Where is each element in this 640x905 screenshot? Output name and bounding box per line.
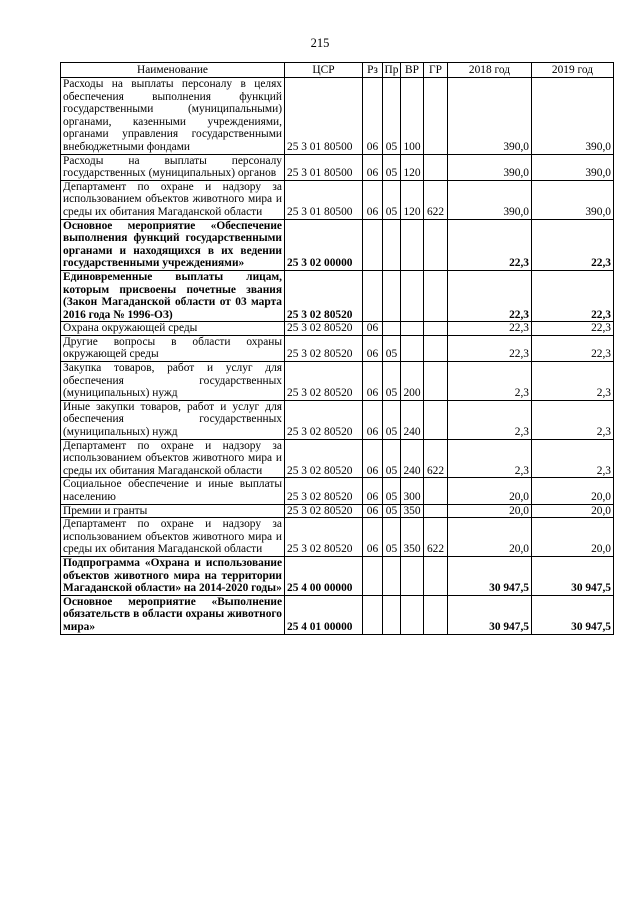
- row-rz-cell: [363, 270, 383, 321]
- table-row: [61, 219, 614, 270]
- row-vr-cell: [401, 335, 424, 361]
- table-row: [61, 78, 614, 155]
- row-pr-cell: 05: [383, 518, 401, 557]
- row-gr-cell: 622: [424, 180, 448, 219]
- row-name-cell: Социальное обеспечение и иные выплаты населению: [61, 478, 285, 504]
- row-vr-cell: [401, 595, 424, 634]
- row-gr-cell: [424, 322, 448, 336]
- row-vr-cell: [401, 556, 424, 595]
- table-row: [61, 180, 614, 219]
- row-gr-cell: [424, 400, 448, 439]
- row-pr-cell: [383, 595, 401, 634]
- row-vr-cell: 200: [401, 362, 424, 401]
- row-pr-cell: [383, 322, 401, 336]
- row-2018-cell: 22,3: [448, 322, 532, 336]
- row-gr-cell: [424, 154, 448, 180]
- table-row: [61, 400, 614, 439]
- row-csr-cell: 25 3 02 80520: [285, 478, 363, 504]
- row-rz-cell: 06: [363, 362, 383, 401]
- row-2018-cell: 20,0: [448, 478, 532, 504]
- row-rz-cell: [363, 595, 383, 634]
- row-rz-cell: 06: [363, 478, 383, 504]
- row-csr-cell: 25 3 02 80520: [285, 504, 363, 518]
- row-pr-cell: 05: [383, 400, 401, 439]
- page-number: 215: [310, 36, 330, 50]
- row-2018-cell: 22,3: [448, 270, 532, 321]
- table-row: [61, 335, 614, 361]
- row-vr-cell: 100: [401, 78, 424, 155]
- row-2019-cell: 20,0: [532, 504, 614, 518]
- row-2018-cell: 20,0: [448, 518, 532, 557]
- row-vr-cell: 120: [401, 180, 424, 219]
- row-2018-cell: 22,3: [448, 335, 532, 361]
- row-gr-cell: [424, 556, 448, 595]
- row-pr-cell: [383, 556, 401, 595]
- row-csr-cell: 25 3 02 80520: [285, 270, 363, 321]
- row-vr-cell: [401, 219, 424, 270]
- row-name-cell: Основное мероприятие «Обеспечение выполнения функций государственными органами и находящихся в их ведении государственными учреждениями»: [61, 219, 285, 270]
- row-2018-cell: 20,0: [448, 504, 532, 518]
- table-row: [61, 439, 614, 478]
- row-2019-cell: 2,3: [532, 439, 614, 478]
- table-row: [61, 478, 614, 504]
- row-csr-cell: 25 4 01 00000: [285, 595, 363, 634]
- row-gr-cell: [424, 219, 448, 270]
- row-rz-cell: 06: [363, 322, 383, 336]
- table-row: [61, 595, 614, 634]
- row-gr-cell: 622: [424, 518, 448, 557]
- budget-table: [60, 62, 614, 635]
- row-vr-cell: 300: [401, 478, 424, 504]
- table-row: [61, 556, 614, 595]
- row-vr-cell: [401, 322, 424, 336]
- row-vr-cell: 240: [401, 439, 424, 478]
- row-2019-cell: 20,0: [532, 478, 614, 504]
- header-csr: ЦСР: [285, 63, 363, 78]
- row-rz-cell: 06: [363, 518, 383, 557]
- row-2019-cell: 2,3: [532, 400, 614, 439]
- row-2018-cell: 390,0: [448, 78, 532, 155]
- row-gr-cell: [424, 78, 448, 155]
- row-pr-cell: 05: [383, 478, 401, 504]
- table-body: [61, 78, 614, 635]
- row-name-cell: Расходы на выплаты персоналу государственных (муниципальных) органов: [61, 154, 285, 180]
- row-rz-cell: [363, 219, 383, 270]
- row-pr-cell: 05: [383, 439, 401, 478]
- row-name-cell: Премии и гранты: [61, 504, 285, 518]
- row-name-cell: Иные закупки товаров, работ и услуг для обеспечения государственных (муниципальных) нужд: [61, 400, 285, 439]
- row-2019-cell: 22,3: [532, 270, 614, 321]
- row-2018-cell: 2,3: [448, 439, 532, 478]
- row-gr-cell: [424, 335, 448, 361]
- row-csr-cell: 25 3 02 80520: [285, 439, 363, 478]
- row-csr-cell: 25 3 02 80520: [285, 335, 363, 361]
- row-name-cell: Закупка товаров, работ и услуг для обеспечения государственных (муниципальных) нужд: [61, 362, 285, 401]
- row-2018-cell: 2,3: [448, 400, 532, 439]
- row-name-cell: Единовременные выплаты лицам, которым присвоены почетные звания (Закон Магаданской области от 03 марта 2016 года № 1996-ОЗ): [61, 270, 285, 321]
- row-name-cell: Департамент по охране и надзору за использованием объектов животного мира и среды их обитания Магаданской области: [61, 180, 285, 219]
- row-name-cell: Департамент по охране и надзору за использованием объектов животного мира и среды их обитания Магаданской области: [61, 518, 285, 557]
- row-2019-cell: 390,0: [532, 180, 614, 219]
- row-rz-cell: 06: [363, 180, 383, 219]
- row-gr-cell: [424, 595, 448, 634]
- row-csr-cell: 25 3 02 80520: [285, 400, 363, 439]
- row-vr-cell: [401, 270, 424, 321]
- row-2018-cell: 390,0: [448, 154, 532, 180]
- row-rz-cell: 06: [363, 400, 383, 439]
- row-name-cell: Подпрограмма «Охрана и использование объектов животного мира на территории Магаданской области» на 2014-2020 годы»: [61, 556, 285, 595]
- row-2019-cell: 390,0: [532, 154, 614, 180]
- row-pr-cell: 05: [383, 154, 401, 180]
- row-csr-cell: 25 3 02 00000: [285, 219, 363, 270]
- table-row: [61, 362, 614, 401]
- row-csr-cell: 25 3 02 80520: [285, 322, 363, 336]
- row-gr-cell: [424, 270, 448, 321]
- row-rz-cell: [363, 556, 383, 595]
- row-pr-cell: 05: [383, 335, 401, 361]
- row-gr-cell: [424, 362, 448, 401]
- row-name-cell: Охрана окружающей среды: [61, 322, 285, 336]
- row-name-cell: Расходы на выплаты персоналу в целях обеспечения выполнения функций государственными (муниципальными) органами, казенными учреждениями, органами управления государственными внебюджетными фондами: [61, 78, 285, 155]
- row-csr-cell: 25 3 02 80520: [285, 518, 363, 557]
- row-2019-cell: 22,3: [532, 335, 614, 361]
- row-rz-cell: 06: [363, 504, 383, 518]
- table-row: [61, 518, 614, 557]
- row-vr-cell: 350: [401, 518, 424, 557]
- row-rz-cell: 06: [363, 335, 383, 361]
- row-vr-cell: 120: [401, 154, 424, 180]
- row-name-cell: Основное мероприятие «Выполнение обязательств в области охраны животного мира»: [61, 595, 285, 634]
- row-pr-cell: 05: [383, 504, 401, 518]
- row-rz-cell: 06: [363, 439, 383, 478]
- row-pr-cell: [383, 219, 401, 270]
- table-row: [61, 154, 614, 180]
- row-2019-cell: 30 947,5: [532, 556, 614, 595]
- row-pr-cell: 05: [383, 78, 401, 155]
- table-header-row: [61, 63, 614, 78]
- header-pr: Пр: [383, 63, 401, 78]
- row-pr-cell: [383, 270, 401, 321]
- row-vr-cell: 240: [401, 400, 424, 439]
- header-name: Наименование: [61, 63, 285, 78]
- row-name-cell: Департамент по охране и надзору за использованием объектов животного мира и среды их обитания Магаданской области: [61, 439, 285, 478]
- row-2018-cell: 30 947,5: [448, 556, 532, 595]
- row-2019-cell: 22,3: [532, 219, 614, 270]
- row-2018-cell: 2,3: [448, 362, 532, 401]
- row-pr-cell: 05: [383, 180, 401, 219]
- row-csr-cell: 25 3 02 80520: [285, 362, 363, 401]
- header-2018: 2018 год: [448, 63, 532, 78]
- row-csr-cell: 25 4 00 00000: [285, 556, 363, 595]
- row-gr-cell: [424, 478, 448, 504]
- table-row: [61, 322, 614, 336]
- row-2019-cell: 390,0: [532, 78, 614, 155]
- row-2018-cell: 22,3: [448, 219, 532, 270]
- row-gr-cell: 622: [424, 439, 448, 478]
- row-name-cell: Другие вопросы в области охраны окружающей среды: [61, 335, 285, 361]
- row-2019-cell: 20,0: [532, 518, 614, 557]
- row-rz-cell: 06: [363, 154, 383, 180]
- row-csr-cell: 25 3 01 80500: [285, 180, 363, 219]
- row-pr-cell: 05: [383, 362, 401, 401]
- table-row: [61, 270, 614, 321]
- row-gr-cell: [424, 504, 448, 518]
- header-rz: Рз: [363, 63, 383, 78]
- row-2019-cell: 2,3: [532, 362, 614, 401]
- row-2019-cell: 30 947,5: [532, 595, 614, 634]
- header-vr: ВР: [401, 63, 424, 78]
- row-2018-cell: 30 947,5: [448, 595, 532, 634]
- row-2019-cell: 22,3: [532, 322, 614, 336]
- row-rz-cell: 06: [363, 78, 383, 155]
- header-2019: 2019 год: [532, 63, 614, 78]
- row-csr-cell: 25 3 01 80500: [285, 78, 363, 155]
- row-vr-cell: 350: [401, 504, 424, 518]
- header-gr: ГР: [424, 63, 448, 78]
- row-2018-cell: 390,0: [448, 180, 532, 219]
- table-row: [61, 504, 614, 518]
- row-csr-cell: 25 3 01 80500: [285, 154, 363, 180]
